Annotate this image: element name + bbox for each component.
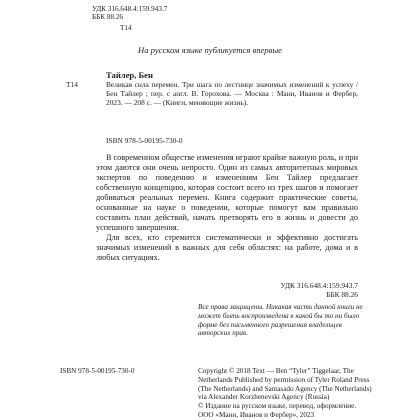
copyright-russian: © Издание на русском языке, перевод, оформление. ООО «Манн, Иванов и Фербер», 2023 (198, 402, 357, 419)
annotation (96, 153, 358, 263)
copyright-original: Copyright © 2018 Text — Ben “Tyler” Tiggelaar, The Netherlands Published by permission of Tyler Roland Press (The Netherlands) and Santasado Agency (The Netherlands) via Alexander Korzhenevski Agency (Russia) (198, 367, 372, 402)
udk-code-footer: УДК 316.648.4:159.943.7 (280, 281, 358, 290)
author-name: Тайлер, Бен (106, 70, 153, 80)
bbk-code-footer: ББК 88.26 (326, 290, 358, 299)
rights-notice: Все права защищены. Никакая часть данной книги не может быть воспроизведена в какой бы то ни было форме без письменного разрешения владельцев авторских прав. (198, 303, 363, 338)
bbk-code: ББК 88.26 (92, 13, 124, 21)
copyright-block (198, 367, 373, 420)
author-mark: Т14 (120, 24, 132, 32)
isbn-record: ISBN 978-5-00195-730-0 (106, 136, 183, 145)
author-mark-record: Т14 (66, 80, 78, 89)
bibliographic-description: Великая сила перемен. Три шага по лестнице значимых изменений к успеху / Бен Тайлер ; пер. с англ. В. Горохова. — Москва : Манн, Иванов и Фербер, 2023. — 208 с. — (Книги, меняющие жизнь). (106, 80, 358, 108)
annotation-paragraph: Для всех, кто стремится систематически и эффективно достигать значимых изменений в важных для себя областях: на работе, дома и в любых ситуациях. (96, 233, 358, 262)
annotation-paragraph: В современном обществе изменения играют крайне важную роль, и при этом даются они очень непросто. Один из самых авторитетных мировых экспертов по поведению и изменениям Бен Тайлер предлагает собственную концепцию, которая состоит всего из трех шагов и помогает добиваться реальных перемен. Книга содержит практические советы, основанные на науке о поведении, которые помогут вам правильно составить план действий, начать претворять его в жизнь и довести до успешного завершения. (96, 153, 358, 232)
udk-code: УДК 316.648.4:159.943.7 (92, 5, 168, 13)
first-publication-note: На русском языке публикуется впервые (138, 45, 282, 55)
isbn-footer: ISBN 978-5-00195-730-0 (60, 367, 135, 375)
